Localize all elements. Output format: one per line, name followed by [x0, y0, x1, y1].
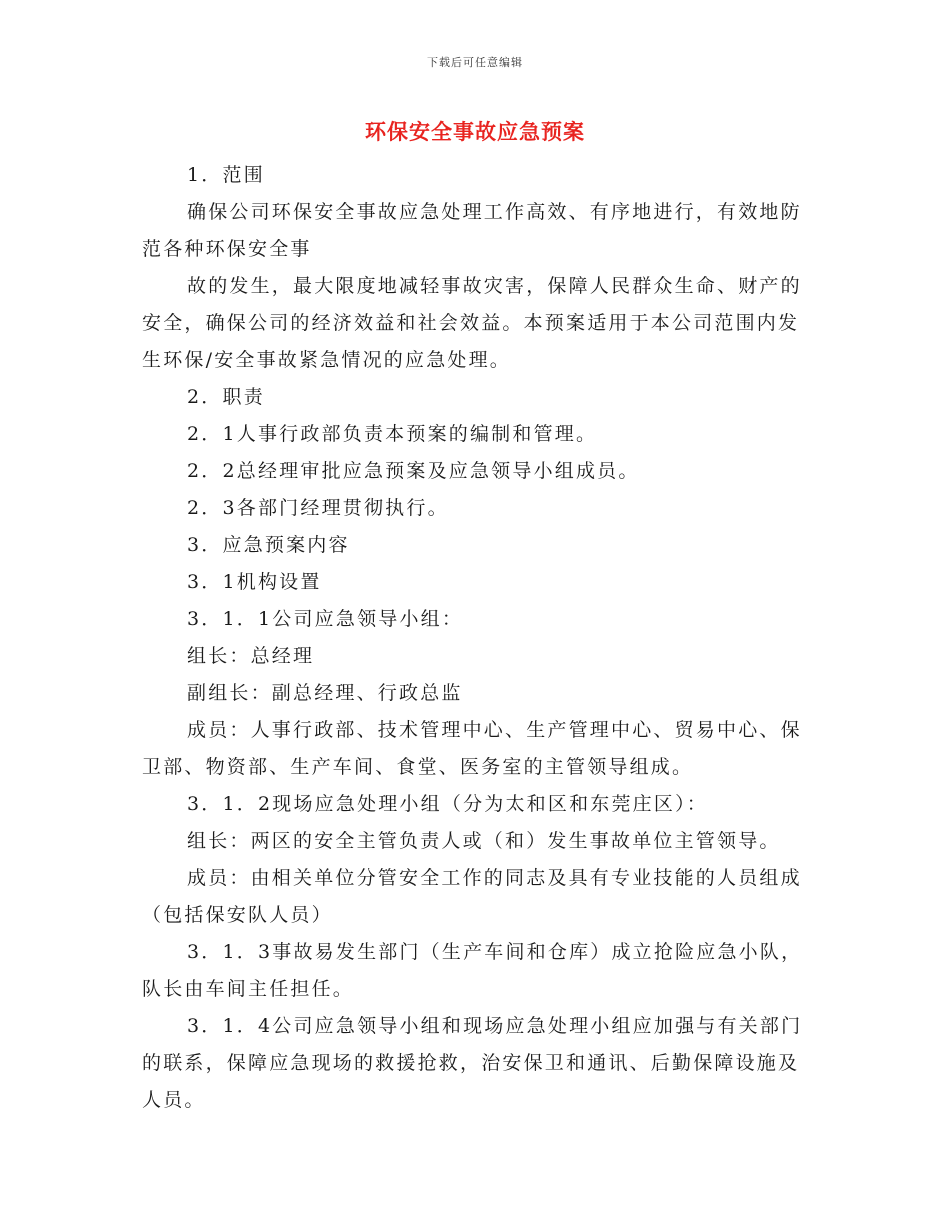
paragraph: 成员：由相关单位分管安全工作的同志及具有专业技能的人员组成（包括保安队人员）	[142, 867, 802, 926]
document-body	[142, 157, 812, 1119]
paragraph: 故的发生，最大限度地减轻事故灾害，保障人民群众生命、财产的安全，确保公司的经济效益和社会效益。本预案适用于本公司范围内发生环保/安全事故紧急情况的应急处理。	[142, 275, 802, 371]
paragraph: 3．1．1公司应急领导小组：	[187, 608, 464, 630]
paragraph: 2．1人事行政部负责本预案的编制和管理。	[187, 423, 598, 445]
paragraph: 副组长：副总经理、行政总监	[187, 682, 463, 704]
paragraph: 3．1机构设置	[187, 571, 322, 593]
paragraph: 组长：两区的安全主管负责人或（和）发生事故单位主管领导。	[187, 830, 781, 852]
paragraph: 确保公司环保安全事故应急处理工作高效、有序地进行，有效地防范各种环保安全事	[142, 201, 802, 260]
paragraph: 组长：总经理	[187, 645, 315, 667]
paragraph: 成员：人事行政部、技术管理中心、生产管理中心、贸易中心、保卫部、物资部、生产车间、食堂、医务室的主管领导组成。	[142, 719, 802, 778]
document-title: 环保安全事故应急预案	[365, 120, 585, 144]
paragraph: 3．1．4公司应急领导小组和现场应急处理小组应加强与有关部门的联系，保障应急现场的救援抢救，治安保卫和通讯、后勤保障设施及人员。	[142, 1015, 803, 1111]
paragraph: 2．3各部门经理贯彻执行。	[187, 497, 449, 519]
paragraph: 3．1．2现场应急处理小组（分为太和区和东莞庄区）：	[187, 793, 708, 815]
paragraph: 2．2总经理审批应急预案及应急领导小组成员。	[187, 460, 640, 482]
paragraph: 3．1．3事故易发生部门（生产车间和仓库）成立抢险应急小队，队长由车间主任担任。	[142, 941, 803, 1000]
header-note: 下载后可任意编辑	[427, 56, 523, 69]
paragraph: 3．应急预案内容	[187, 534, 350, 556]
paragraph: 2．职责	[187, 386, 265, 408]
paragraph: 1．范围	[187, 164, 265, 186]
